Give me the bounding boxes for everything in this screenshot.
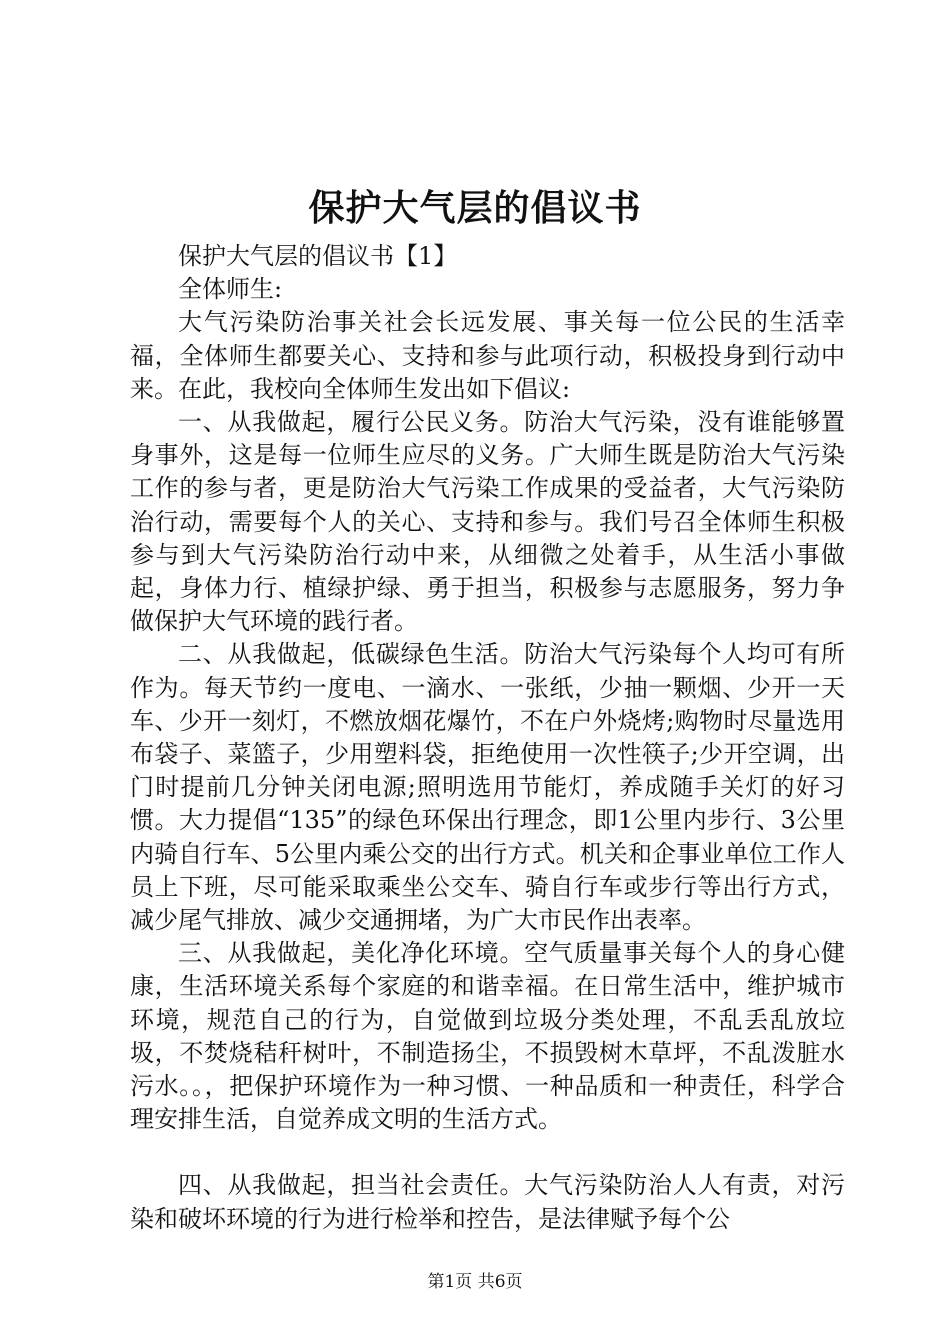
paragraph-salutation: 全体师生: [178, 275, 283, 304]
document-title: 保护大气层的倡议书 [308, 187, 642, 229]
page-footer: 第1页 共6页 [427, 1272, 523, 1292]
paragraph-point-one: 一、从我做起，履行公民义务。防治大气污染，没有谁能够置身事外，这是每一位师生应尽的义务。广大师生既是防治大气污染工作的参与者，更是防治大气污染工作成果的受益者，大气污染防治行动，需要每个人的关心、支持和参与。我们号召全体师生积极参与到大气污染防治行动中来，从细微之处着手，从生活小事做起，身体力行、植绿护绿、勇于担当，积极参与志愿服务，努力争做保护大气环境的践行者。 [130, 408, 845, 636]
paragraph-heading: 保护大气层的倡议书【1】 [178, 242, 458, 270]
paragraph-point-three: 三、从我做起，美化净化环境。空气质量事关每个人的身心健康，生活环境关系每个家庭的和谐幸福。在日常生活中，维护城市环境，规范自己的行为，自觉做到垃圾分类处理，不乱丢乱放垃圾，不焚烧秸秆树叶，不制造扬尘，不损毁树木草坪，不乱泼脏水污水。。，把保护环境作为一种习惯、一种品质和一种责任，科学合理安排生活，自觉养成文明的生活方式。 [130, 939, 845, 1134]
paragraph-point-four: 四、从我做起，担当社会责任。大气污染防治人人有责，对污染和破坏环境的行为进行检举和控告，是法律赋予每个公 [130, 1171, 845, 1233]
paragraph-intro: 大气污染防治事关社会长远发展、事关每一位公民的生活幸福，全体师生都要关心、支持和参与此项行动，积极投身到行动中来。在此，我校向全体师生发出如下倡议: [130, 308, 845, 403]
document-body [130, 240, 845, 1236]
paragraph-point-two: 二、从我做起，低碳绿色生活。防治大气污染每个人均可有所作为。每天节约一度电、一滴水、一张纸，少抽一颗烟、少开一天车、少开一刻灯，不燃放烟花爆竹，不在户外烧烤;购物时尽量选用布袋子、菜篮子，少用塑料袋，拒绝使用一次性筷子;少开空调，出门时提前几分钟关闭电源;照明选用节能灯，养成随手关灯的好习惯。大力提倡“135”的绿色环保出行理念，即1公里内步行、3公里内骑自行车、5公里内乘公交的出行方式。机关和企事业单位工作人员上下班，尽可能采取乘坐公交车、骑自行车或步行等出行方式，减少尾气排放、减少交通拥堵，为广大市民作出表率。 [130, 640, 845, 935]
